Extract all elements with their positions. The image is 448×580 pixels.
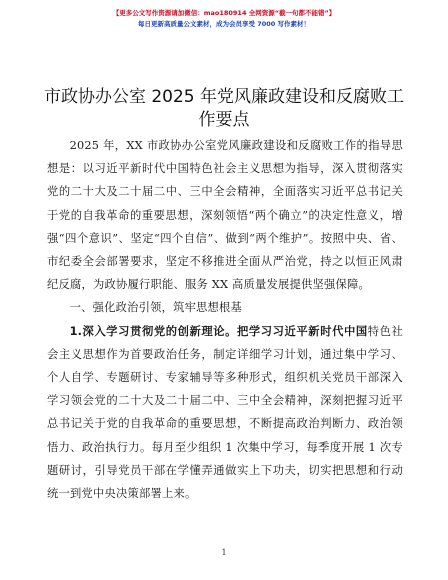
promo-line-1: 【更多公文写作资源请加微信：mao180914 全网资源“截一句都不能错”】 — [112, 9, 336, 17]
intro-paragraph: 2025 年，XX 市政协办公室党风廉政建设和反腐败工作的指导思想是：以习近平新时代中国特色社会主义思想为指导，深入贯彻落实党的二十大及二十届二中、三中全会精神，全面落实习近平总书记关于党的自我革命的重要思想，深刻领悟“两个确立”的决定性意义，增强“四个意识”、坚定“四个自信”、做到“两个维护”。按照中央、省、市纪委全会部署要求，坚定不移推进全面从严治党，持之以恒正风肃纪反腐，为政协履行职能、服务 XX 高质量发展提供坚强保障。 — [47, 139, 403, 292]
promo-banner — [0, 8, 448, 30]
promo-line-2: 每日更新高质量公文素材，成为会员享受 7000 写作素材！ — [137, 20, 311, 28]
page-number: 1 — [221, 548, 227, 557]
item-1-bold-lead: 1.深入学习贯彻党的创新理论。把学习习近平新时代中国 — [69, 324, 368, 338]
item-1-text: 特色社会主义思想作为首要政治任务，制定详细学习计划，通过集中学习、个人自学、专题研讨、专家辅导等多种形式，组织机关党员干部深入学习领会党的二十大及二十届二中、三中全会精神，深刻把握习近平总书记关于党的自我革命的重要思想，不断提高政治判断力、政治领悟力、政治执行力。每月至少组织 1 次集中学习，每季度开展 1 次专题研讨，引导党员干部在学懂弄通做实上下功夫，切实把思想和行动统一到党中央决策部署上来。 — [47, 324, 403, 501]
section-1-heading: 一、强化政治引领，筑牢思想根基 — [69, 301, 243, 315]
document-title: 市政协办公室 2025 年党风廉政建设和反腐败工作要点 — [43, 87, 405, 130]
item-1-paragraph — [47, 320, 403, 506]
document-body — [47, 134, 403, 505]
